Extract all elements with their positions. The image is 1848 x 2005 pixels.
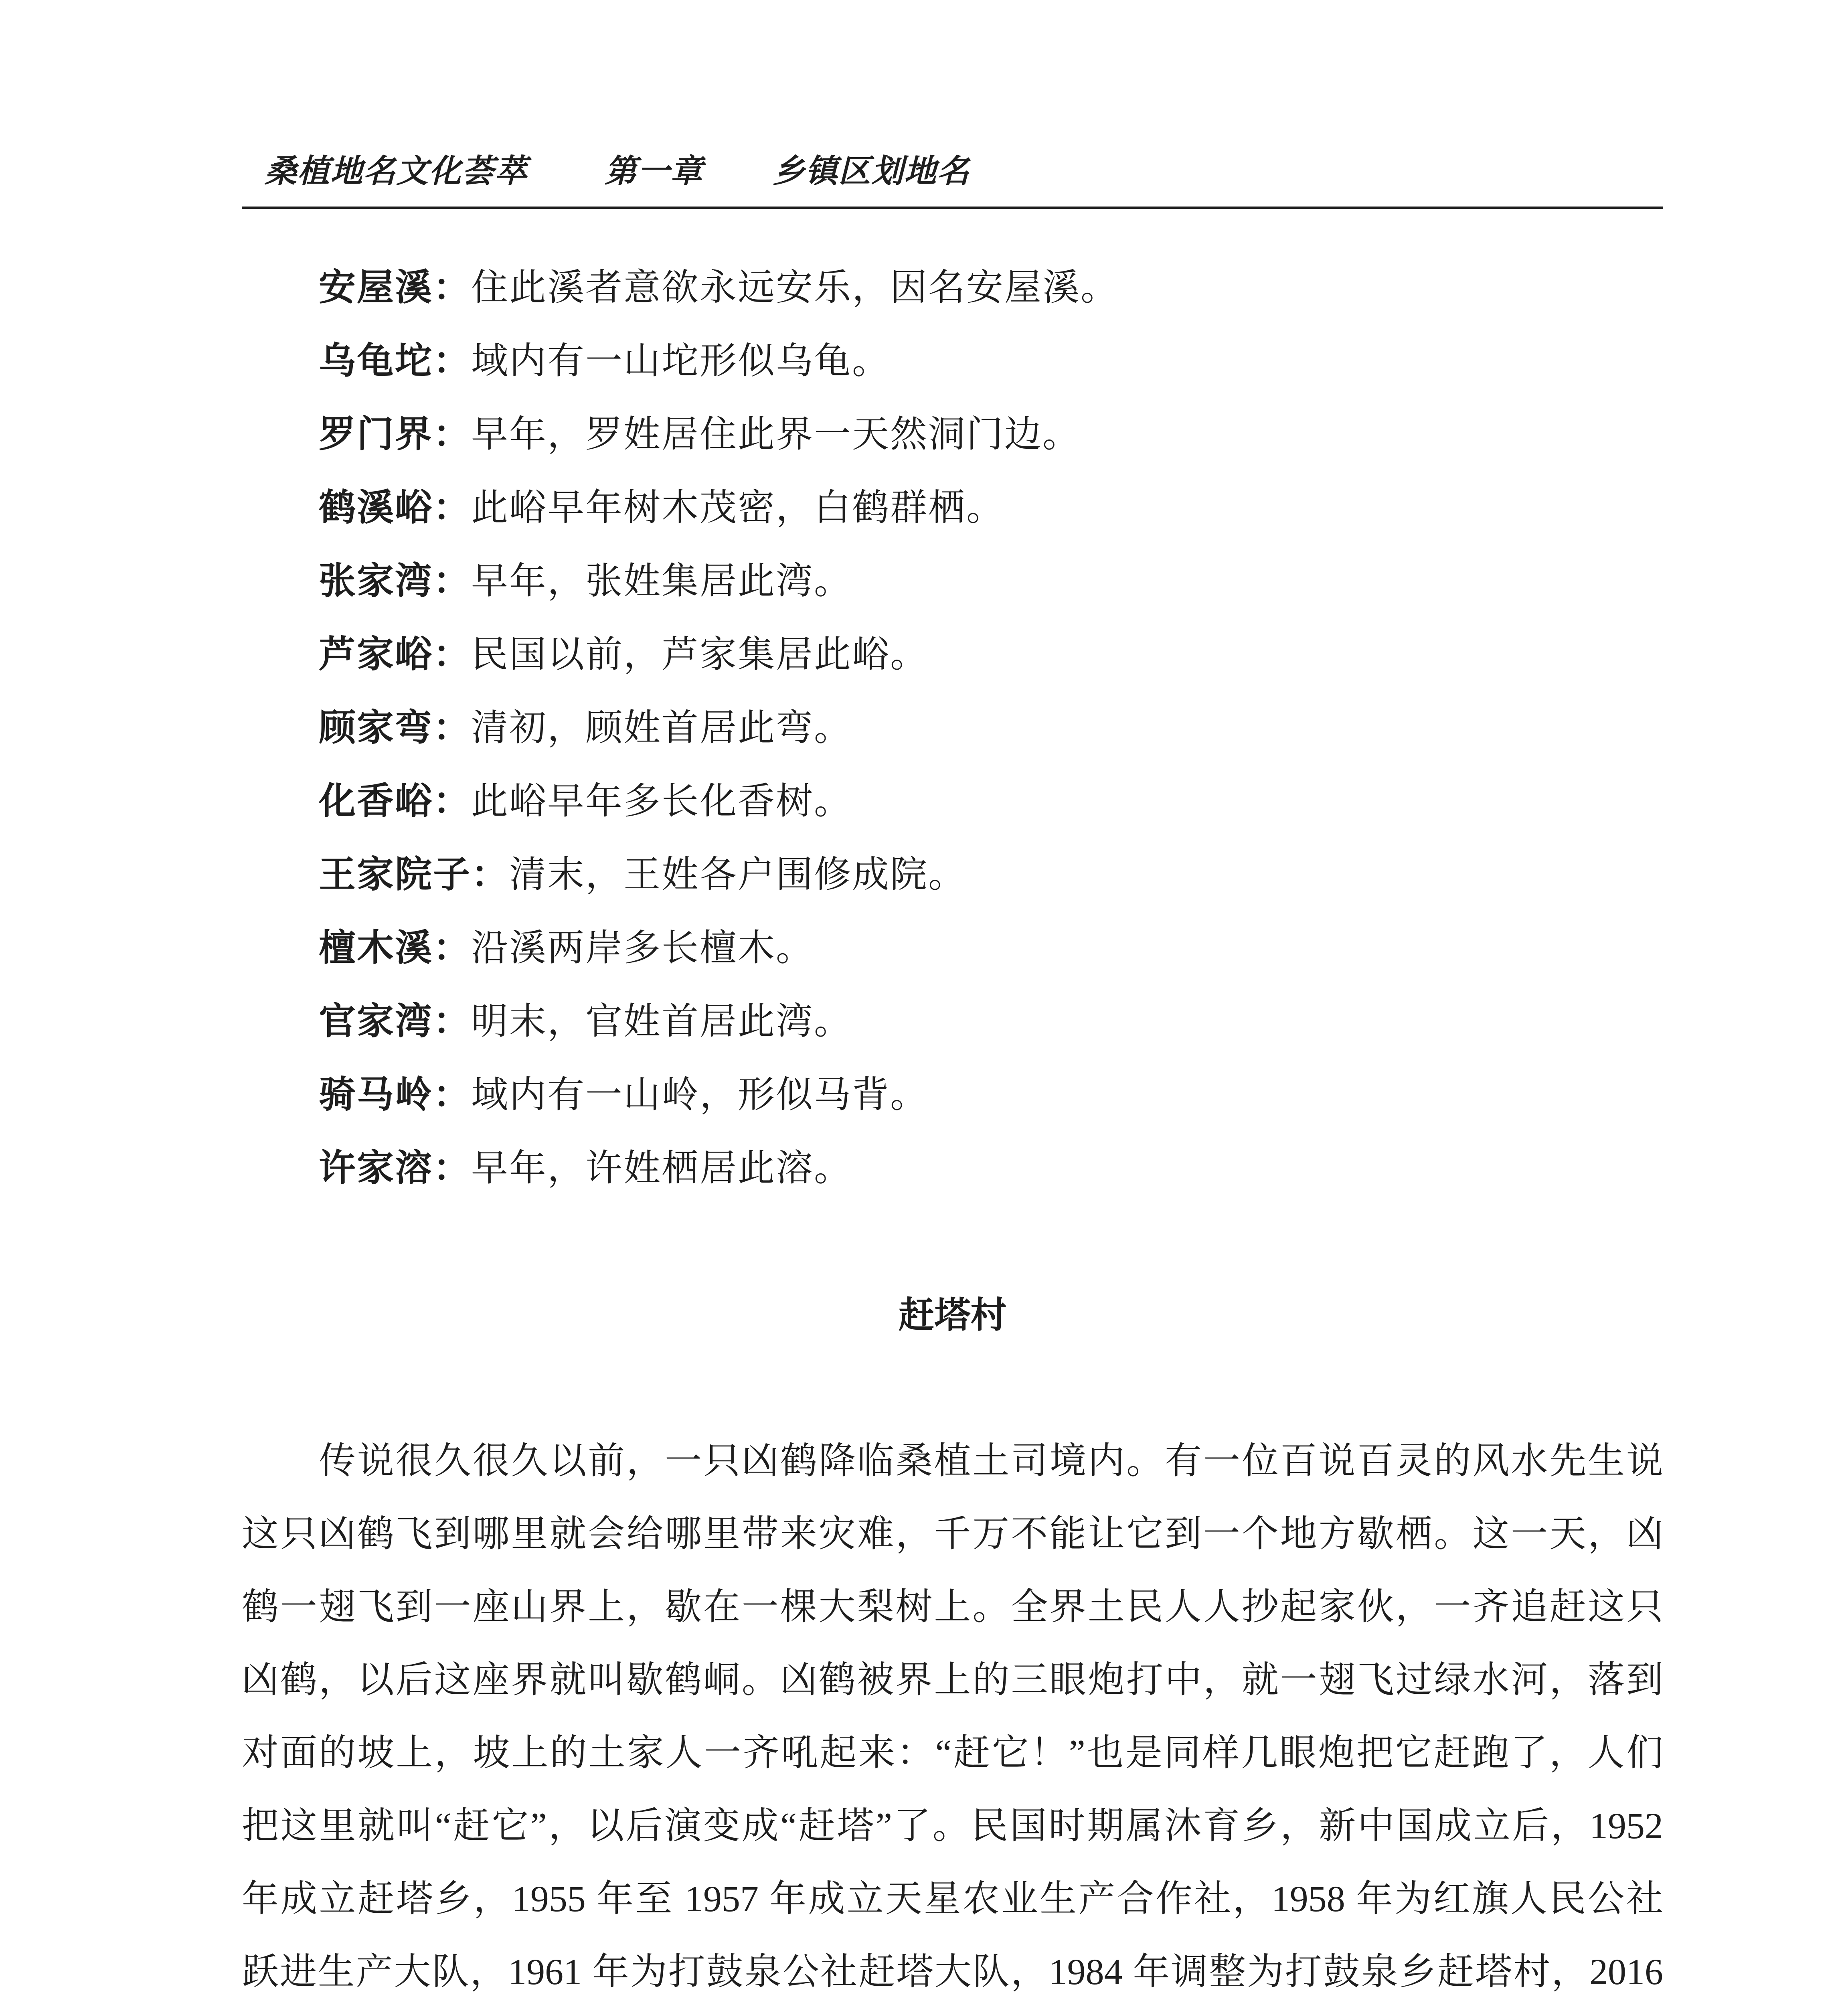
place-name: 许家溶： — [319, 1148, 472, 1189]
place-entry — [319, 471, 1663, 545]
place-entry — [319, 545, 1663, 618]
place-entry — [319, 324, 1663, 398]
place-description: 早年，许姓栖居此溶。 — [471, 1148, 852, 1189]
place-description: 此峪早年多长化香树。 — [471, 781, 852, 822]
place-entry — [319, 1058, 1663, 1132]
paragraph-line: 对面的坡上，坡上的土家人一齐吼起来：“赶它！”也是同样几眼炮把它赶跑了，人们 — [242, 1732, 1663, 1773]
place-entry — [319, 1132, 1663, 1205]
paragraph-line: 传说很久很久以前，一只凶鹤降临桑植土司境内。有一位百说百灵的风水先生说 — [319, 1440, 1663, 1481]
place-name: 乌龟坨： — [319, 340, 472, 381]
place-name: 顾家弯： — [319, 707, 472, 748]
place-entry — [319, 251, 1663, 324]
place-name: 化香峪： — [319, 781, 472, 822]
place-description: 此峪早年树木茂密，白鹤群栖。 — [471, 487, 1005, 528]
paragraph-line: 把这里就叫“赶它”，以后演变成“赶塔”了。民国时期属沐育乡，新中国成立后，1952 — [242, 1805, 1663, 1846]
place-entry — [319, 765, 1663, 838]
place-name: 官家湾： — [319, 1001, 472, 1042]
place-description: 早年，张姓集居此湾。 — [471, 561, 852, 602]
paragraph-line: 这只凶鹤飞到哪里就会给哪里带来灾难，千万不能让它到一个地方歇栖。这一天，凶 — [242, 1513, 1663, 1554]
place-name: 檀木溪： — [319, 928, 472, 968]
place-name: 骑马岭： — [319, 1074, 472, 1115]
place-name: 王家院子： — [319, 854, 510, 895]
place-name: 罗门界： — [319, 414, 472, 455]
running-header-section: 乡镇区划地名 — [773, 154, 970, 189]
place-entry — [319, 911, 1663, 985]
paragraph-line: 跃进生产大队，1961 年为打鼓泉公社赶塔大队，1984 年调整为打鼓泉乡赶塔村，2016 — [242, 1951, 1663, 1992]
place-entry — [319, 618, 1663, 691]
village-title: 赶塔村 — [898, 1294, 1007, 1336]
place-description: 明末，官姓首居此湾。 — [471, 1001, 852, 1042]
place-name: 鹤溪峪： — [319, 487, 472, 528]
header-rule — [242, 207, 1663, 209]
place-name: 张家湾： — [319, 561, 472, 602]
place-entry — [319, 838, 1663, 911]
place-description: 清初，顾姓首居此弯。 — [471, 707, 852, 748]
place-description: 沿溪两岸多长檀木。 — [471, 928, 814, 968]
place-description: 域内有一山坨形似乌龟。 — [471, 340, 891, 381]
place-entry — [319, 398, 1663, 471]
running-header-book-title: 桑植地名文化荟萃 — [265, 154, 528, 189]
paragraph-line: 年成立赶塔乡，1955 年至 1957 年成立天星农业生产合作社，1958 年为红旗人民公社 — [242, 1878, 1663, 1919]
place-description: 早年，罗姓居住此界一天然洞门边。 — [471, 414, 1081, 455]
place-description: 域内有一山岭，形似马背。 — [471, 1074, 929, 1115]
place-description: 民国以前，芦家集居此峪。 — [471, 634, 929, 675]
place-entry — [319, 691, 1663, 765]
paragraph-line: 鹤一翅飞到一座山界上，歇在一棵大梨树上。全界土民人人抄起家伙，一齐追赶这只 — [242, 1586, 1663, 1627]
running-header-chapter: 第一章 — [605, 154, 703, 189]
place-description: 住此溪者意欲永远安乐，因名安屋溪。 — [471, 267, 1119, 308]
paragraph-line: 凶鹤，以后这座界就叫歇鹤峒。凶鹤被界上的三眼炮打中，就一翅飞过绿水河，落到 — [242, 1659, 1663, 1700]
place-name: 芦家峪： — [319, 634, 472, 675]
village-origin-paragraph — [242, 1424, 1663, 2005]
place-name: 安屋溪： — [319, 267, 472, 308]
place-entry-list — [319, 251, 1663, 1205]
place-entry — [319, 985, 1663, 1058]
place-description: 清末，王姓各户围修成院。 — [509, 854, 967, 895]
